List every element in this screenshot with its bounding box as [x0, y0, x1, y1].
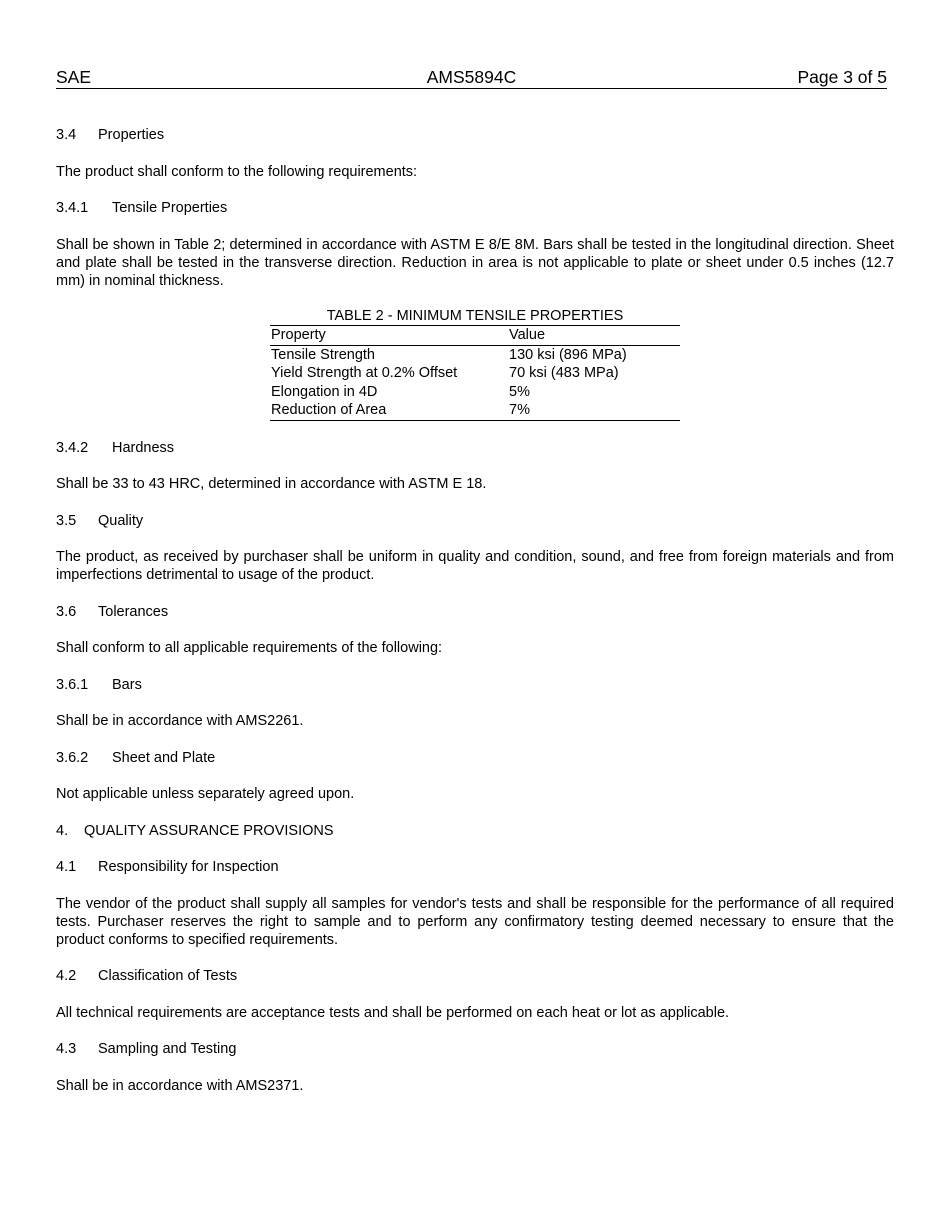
section-title: Tensile Properties: [112, 200, 228, 216]
section-text-3-5: The product, as received by purchaser shall be uniform in quality and condition, sound, and free from foreign materials and from imperfections detrimental to usage of the product.: [56, 549, 894, 583]
table-2-wrapper: [56, 307, 894, 421]
section-title: Properties: [98, 127, 165, 143]
section-number: 3.6.1: [56, 676, 89, 693]
table-cell-property: Yield Strength at 0.2% Offset: [271, 365, 458, 381]
table-cell-property: Tensile Strength: [271, 346, 375, 363]
section-number: 4.2: [56, 968, 77, 984]
section-number: 4.3: [56, 1041, 77, 1057]
table-cell-value: 5%: [509, 383, 530, 400]
section-text-3-6-2: Not applicable unless separately agreed upon.: [56, 786, 355, 802]
section-text-4-2: All technical requirements are acceptance tests and shall be performed on each heat or lot as applicable.: [56, 1004, 730, 1021]
section-heading-3-4: [56, 126, 894, 144]
header-page-number: Page 3 of 5: [797, 67, 887, 87]
section-heading-4-3: [56, 1040, 894, 1058]
table-cell-value: 7%: [509, 402, 530, 418]
header-spec-number: AMS5894C: [426, 67, 517, 87]
table-row: [270, 346, 680, 365]
section-text-4-3: Shall be in accordance with AMS2371.: [56, 1077, 304, 1094]
table-2: [270, 307, 680, 421]
section-number: 3.6: [56, 603, 77, 620]
section-heading-4-1: [56, 858, 894, 876]
section-title: Quality: [98, 512, 144, 529]
section-text-3-4: The product shall conform to the following requirements:: [56, 163, 418, 180]
section-heading-3-4-1: [56, 199, 894, 217]
table-cell-value: 130 ksi (896 MPa): [509, 346, 627, 363]
section-number: 3.4.1: [56, 200, 89, 216]
section-number: 3.5: [56, 512, 77, 529]
table-header-value: Value: [509, 327, 546, 343]
section-number: 4.1: [56, 859, 77, 875]
table-header-property: Property: [271, 327, 326, 343]
page-header: [56, 67, 887, 89]
section-text-3-4-2: Shall be 33 to 43 HRC, determined in accordance with ASTM E 18.: [56, 476, 487, 492]
table-row: [270, 401, 680, 420]
section-heading-3-6-2: [56, 749, 894, 767]
section-heading-3-5: [56, 512, 894, 530]
section-text-4-1: The vendor of the product shall supply all samples for vendor's tests and shall be responsible for the performance of all required tests. Purchaser reserves the right to sample and to perform any confirmatory testing deemed necessary to ensure that the product conforms to specified requirements.: [56, 895, 894, 948]
table-cell-value: 70 ksi (483 MPa): [509, 365, 619, 381]
section-title: Responsibility for Inspection: [98, 859, 279, 875]
table-row: [270, 364, 680, 383]
section-heading-4: [56, 822, 894, 840]
header-org: SAE: [56, 67, 92, 87]
section-title: Sheet and Plate: [112, 749, 216, 766]
document-body: [56, 126, 894, 1113]
section-title: Classification of Tests: [98, 968, 238, 984]
table-cell-property: Elongation in 4D: [271, 383, 378, 400]
section-number: 4.: [56, 822, 69, 839]
table-row: [270, 383, 680, 402]
section-title: Bars: [112, 676, 142, 693]
section-text-3-6: Shall conform to all applicable requirements of the following:: [56, 640, 443, 656]
section-title: Tolerances: [98, 603, 169, 620]
section-title: Hardness: [112, 439, 175, 456]
section-text-3-4-1: Shall be shown in Table 2; determined in accordance with ASTM E 8/E 8M. Bars shall be tested in the longitudinal direction. Sheet and plate shall be tested in the transverse direction. Reduction in area is not applicable to plate or sheet under 0.5 inches (12.7 mm) in nominal thickness.: [56, 236, 894, 289]
section-heading-3-4-2: [56, 439, 894, 457]
section-number: 3.6.2: [56, 749, 89, 766]
section-number: 3.4: [56, 127, 77, 143]
section-text-3-6-1: Shall be in accordance with AMS2261.: [56, 713, 304, 729]
table-cell-property: Reduction of Area: [271, 402, 387, 418]
section-heading-3-6: [56, 603, 894, 621]
table-header-row: [270, 326, 680, 346]
section-title: Sampling and Testing: [98, 1041, 237, 1057]
section-heading-3-6-1: [56, 676, 894, 694]
section-number: 3.4.2: [56, 439, 89, 456]
section-title: QUALITY ASSURANCE PROVISIONS: [84, 822, 334, 839]
table-caption: TABLE 2 - MINIMUM TENSILE PROPERTIES: [270, 307, 680, 326]
section-heading-4-2: [56, 967, 894, 985]
